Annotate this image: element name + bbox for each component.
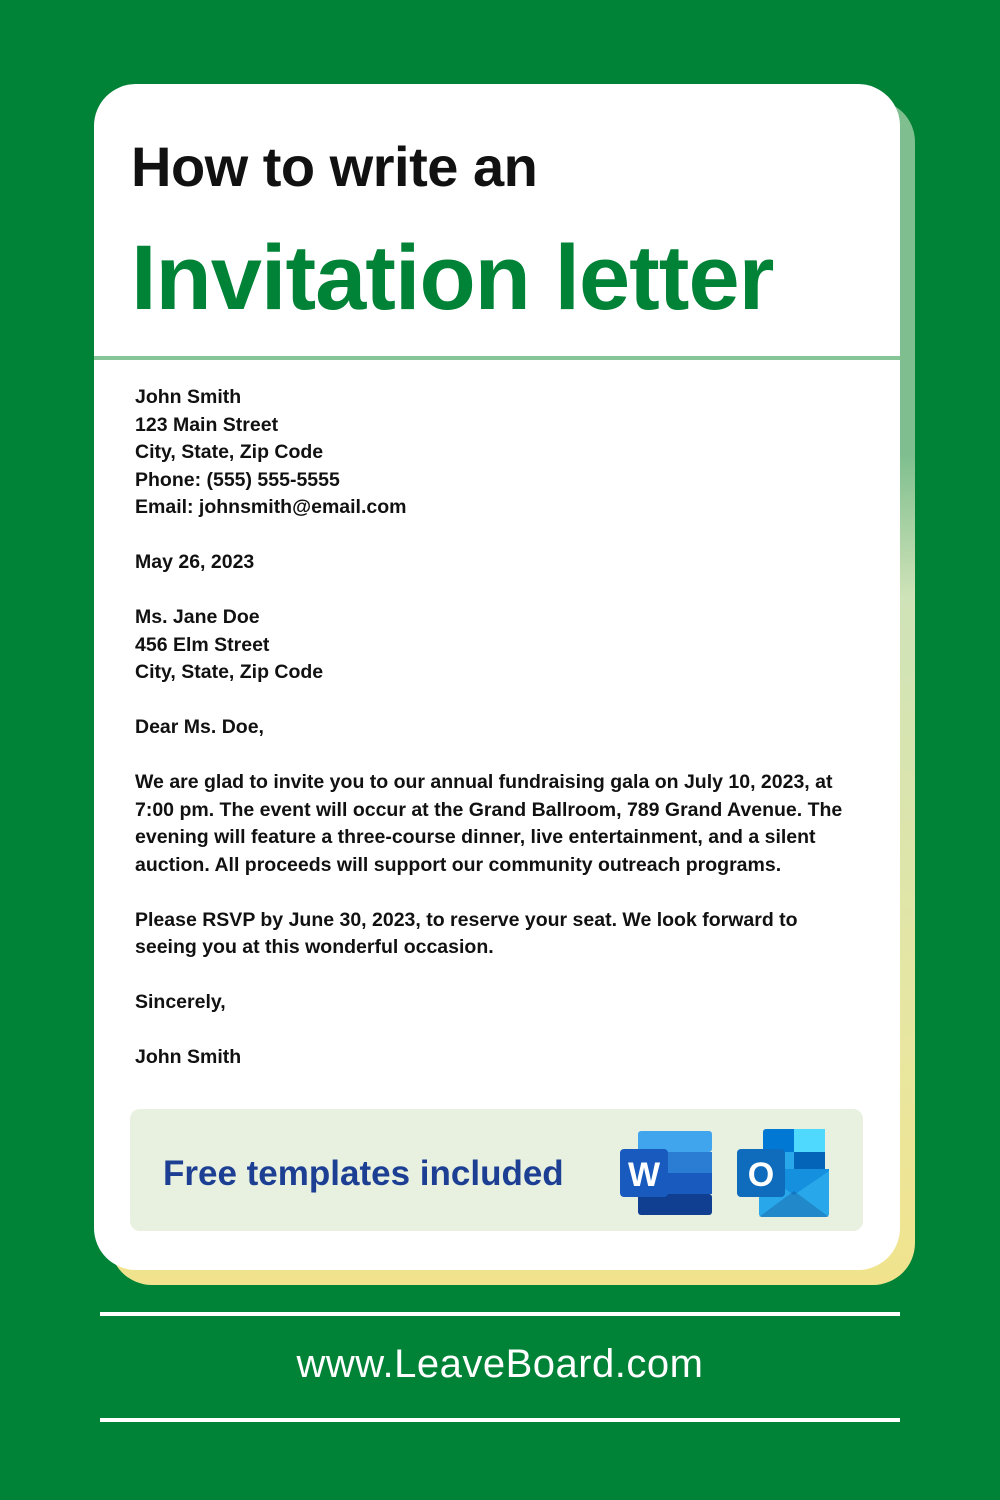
body-paragraph-2-line: seeing you at this wonderful occasion. (135, 936, 494, 958)
title-line-1: How to write an (131, 135, 538, 198)
body-paragraph-1-line: evening will feature a three-course dinner, live entertainment, and a silent (135, 826, 816, 848)
sender-name: John Smith (135, 386, 242, 408)
salutation: Dear Ms. Doe, (135, 716, 264, 738)
title-line-2: Invitation letter (131, 227, 774, 329)
word-icon-letter: W (627, 1156, 661, 1194)
signature: John Smith (135, 1046, 242, 1068)
outlook-icon-letter: O (747, 1156, 775, 1194)
recipient-name: Ms. Jane Doe (135, 606, 260, 628)
body-paragraph-1-line: 7:00 pm. The event will occur at the Grand Ballroom, 789 Grand Avenue. The (135, 798, 843, 821)
website-link[interactable]: www.LeaveBoard.com (296, 1342, 704, 1386)
body-paragraph-2-line: Please RSVP by June 30, 2023, to reserve your seat. We look forward to (135, 908, 798, 931)
recipient-street: 456 Elm Street (135, 633, 270, 656)
letter-date: May 26, 2023 (135, 551, 255, 573)
sender-city: City, State, Zip Code (135, 441, 324, 463)
outlook-icon[interactable] (737, 1129, 833, 1217)
letter-body (135, 384, 875, 1072)
templates-banner[interactable] (130, 1109, 863, 1231)
body-paragraph-1-line: We are glad to invite you to our annual fundraising gala on July 10, 2023, at (135, 771, 833, 793)
closing: Sincerely, (135, 991, 226, 1013)
body-paragraph-1-line: auction. All proceeds will support our community outreach programs. (135, 853, 782, 876)
recipient-city: City, State, Zip Code (135, 661, 324, 683)
sender-street: 123 Main Street (135, 413, 279, 436)
banner-text: Free templates included (163, 1154, 564, 1193)
sender-email: Email: johnsmith@email.com (135, 496, 407, 518)
footer-rule-top (100, 1312, 900, 1316)
title-divider (94, 356, 900, 360)
letter-card (94, 84, 900, 1270)
sender-phone: Phone: (555) 555-5555 (135, 468, 340, 491)
footer-rule-bottom (100, 1418, 900, 1422)
word-icon[interactable] (620, 1131, 712, 1215)
